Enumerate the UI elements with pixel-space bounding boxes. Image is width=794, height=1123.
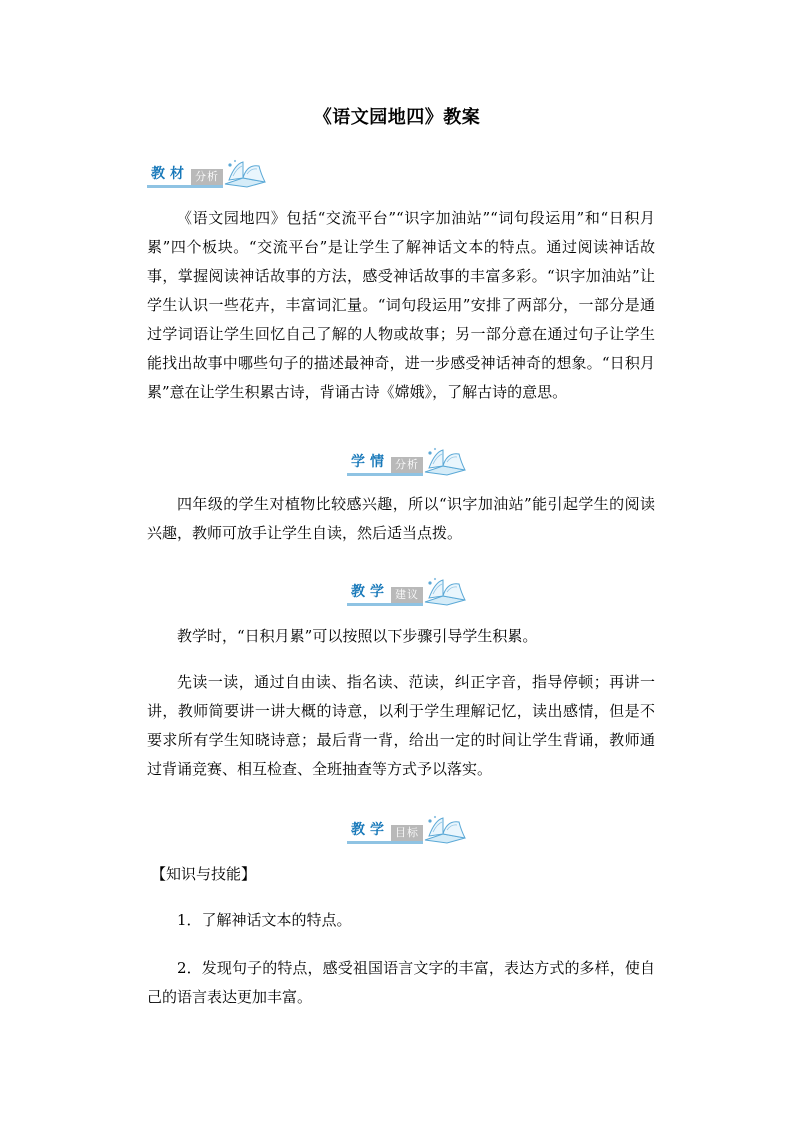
section-header-teaching-goals: [347, 814, 469, 844]
objective-item: 2．发现句子的特点，感受祖国语言文字的丰富，表达方式的多样，使自己的语言表达更加丰富。: [147, 959, 655, 1006]
section-header-tag: 分析: [191, 169, 223, 188]
section-header-teaching-suggestions: [347, 576, 469, 606]
objective-item: 1．了解神话文本的特点。: [177, 911, 352, 929]
open-book-icon: [421, 446, 469, 476]
open-book-icon: [421, 576, 469, 606]
open-book-icon: [421, 814, 469, 844]
section-header-main: 教学: [347, 819, 391, 844]
subheading-knowledge-skills: 【知识与技能】: [151, 865, 257, 883]
section-paragraph: 教学时，“日积月累”可以按照以下步骤引导学生积累。: [177, 627, 538, 645]
section-header-main: 学情: [347, 451, 391, 476]
section-header-tag: 分析: [391, 457, 423, 476]
document-title: 《语文园地四》教案: [313, 107, 481, 128]
section-header-tag: 目标: [391, 825, 423, 844]
section-header-main: 教材: [147, 163, 191, 188]
open-book-icon: [221, 158, 269, 188]
section-paragraph: 先读一读，通过自由读、指名读、范读，纠正字音，指导停顿；再讲一讲，教师简要讲一讲大概的诗意，以利于学生理解记忆，读出感情，但是不要求所有学生知晓诗意；最后背一背，给出一定的时间让学生背诵，教师通过背诵竞赛、相互检查、全班抽查等方式予以落实。: [147, 673, 655, 778]
section-header-tag: 建议: [391, 587, 423, 606]
section-header-analysis: [147, 158, 269, 188]
section-paragraph: 四年级的学生对植物比较感兴趣，所以“识字加油站”能引起学生的阅读兴趣，教师可放手让学生自读，然后适当点拨。: [147, 495, 655, 542]
section-header-student-analysis: [347, 446, 469, 476]
section-paragraph: 《语文园地四》包括“交流平台”“识字加油站”“词句段运用”和“日积月累”四个板块。“交流平台”是让学生了解神话文本的特点。通过阅读神话故事，掌握阅读神话故事的方法，感受神话故事的丰富多彩。“识字加油站”让学生认识一些花卉，丰富词汇量。“词句段运用”安排了两部分，一部分是通过学词语让学生回忆自己了解的人物或故事；另一部分意在通过句子让学生能找出故事中哪些句子的描述最神奇，进一步感受神话神奇的想象。“日积月累”意在让学生积累古诗，背诵古诗《嫦娥》，了解古诗的意思。: [147, 209, 655, 401]
section-header-main: 教学: [347, 581, 391, 606]
